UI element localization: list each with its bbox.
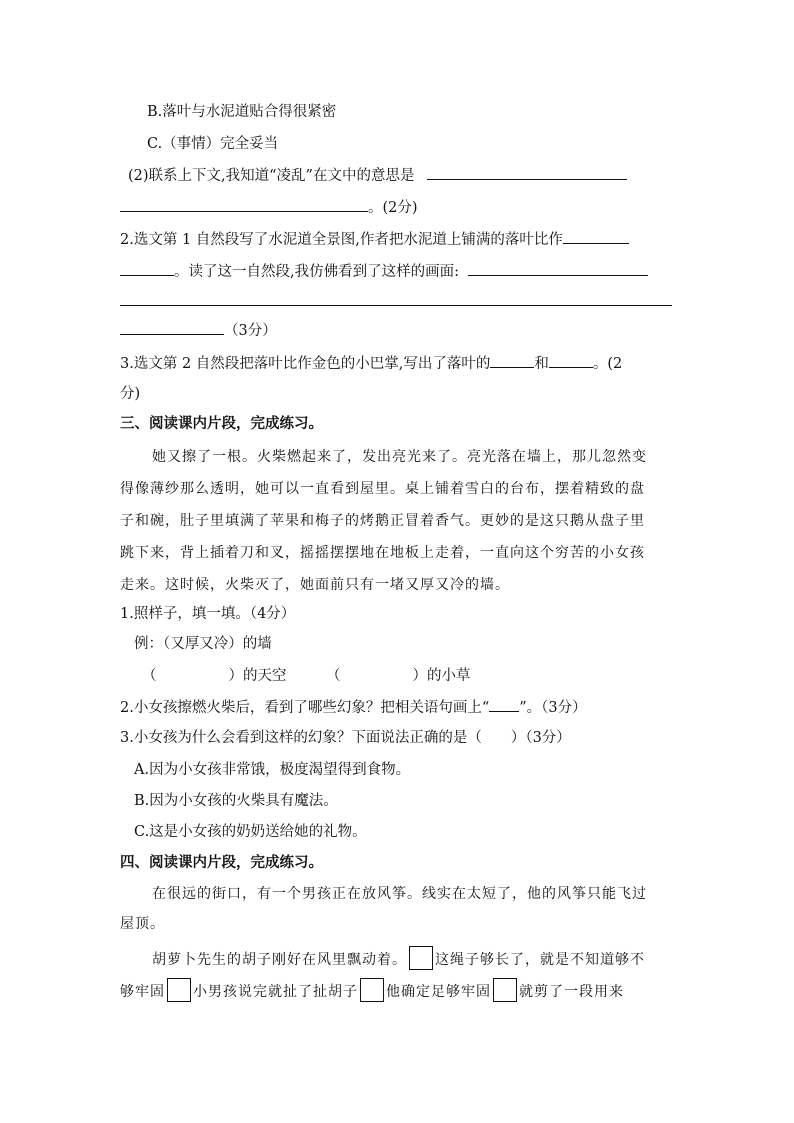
example: 例：（又厚又冷）的墙 [134, 636, 272, 652]
passage-line: 屋顶。 [120, 916, 165, 932]
score-label: 分) [120, 386, 141, 402]
question-3-end: 。(2 [592, 356, 623, 372]
punctuation-box[interactable] [360, 978, 384, 1002]
passage-text: 胡萝卜先生的胡子刚好在风里飘动着。 [152, 952, 407, 968]
question-sub2-line2 [120, 197, 418, 218]
fill-label: ）的天空 [228, 668, 287, 684]
punctuation-box[interactable] [493, 978, 517, 1002]
question-2-s3 [120, 697, 587, 718]
answer-line[interactable] [120, 305, 672, 306]
question-2 [120, 229, 629, 250]
paren-open: （ [142, 668, 157, 684]
passage-text: 小男孩说完就扯了扯胡子 [193, 984, 358, 1000]
punctuation-box[interactable] [167, 978, 191, 1002]
answer-blank[interactable] [120, 320, 224, 335]
answer-blank[interactable] [427, 165, 627, 180]
question-text: 2.小女孩擦燃火柴后，看到了哪些幻象？把相关语句画上“ [120, 700, 490, 716]
question-text: ”。（3分） [519, 700, 587, 716]
passage-line: 子和碗，肚子里填满了苹果和梅子的烤鹅正冒着香气。更妙的是这只鹅从盘子里 [120, 513, 645, 529]
score-label: （3分） [224, 323, 277, 339]
score-label: 。(2分) [368, 200, 418, 216]
answer-blank[interactable] [490, 353, 534, 368]
passage-text: 这绳子够长了，就是不知道够不 [435, 952, 645, 968]
option-c: C.（事情）完全妥当 [147, 136, 279, 152]
passage-line [120, 978, 624, 1002]
passage-line: 她又擦了一根。火柴燃起来了，发出亮光来了。亮光落在墙上，那儿忽然变 [152, 449, 647, 465]
fill-item-grass [326, 666, 471, 686]
punctuation-box[interactable] [409, 946, 433, 970]
passage-line [152, 946, 645, 970]
passage-line: 走来。这时候，火柴灭了，她面前只有一堵又厚又冷的墙。 [120, 577, 510, 593]
passage-text: 他确定足够牢固 [386, 984, 491, 1000]
question-3 [120, 353, 622, 374]
paren-open: （ [326, 668, 341, 684]
option-a: A.因为小女孩非常饿，极度渴望得到食物。 [134, 762, 411, 778]
question-2-line2 [120, 261, 648, 282]
question-2-line4 [120, 320, 277, 341]
answer-blank[interactable] [468, 261, 648, 276]
passage-line: 跳下来，背上插着刀和叉，摇摇摆摆地在地板上走着，一直向这个穷苦的小女孩 [120, 545, 645, 561]
answer-blank[interactable] [549, 353, 593, 368]
fill-item-sky [142, 666, 287, 686]
option-b: B.落叶与水泥道贴合得很紧密 [147, 104, 337, 120]
question-3-text: 3.选文第 2 自然段把落叶比作金色的小巴掌,写出了落叶的 [120, 356, 491, 372]
answer-blank[interactable] [120, 261, 174, 276]
passage-line: 得像薄纱那么透明，她可以一直看到屋里。桌上铺着雪白的台布，摆着精致的盘 [120, 481, 645, 497]
passage-text: 够牢固 [120, 984, 165, 1000]
passage-text: 就剪了一段用来 [519, 984, 624, 1000]
question-2-text: 2.选文第 1 自然段写了水泥道全景图,作者把水泥道上铺满的落叶比作 [120, 232, 563, 248]
fill-label: ）的小草 [412, 668, 471, 684]
question-sub2 [128, 165, 627, 186]
option-b: B.因为小女孩的火柴具有魔法。 [134, 793, 338, 809]
option-c: C.这是小女孩的奶奶送给她的礼物。 [134, 824, 367, 840]
answer-blank[interactable] [489, 697, 519, 712]
passage-line: 在很远的街口，有一个男孩正在放风筝。线实在太短了，他的风筝只能飞过 [152, 886, 647, 902]
section-3-heading: 三、阅读课内片段，完成练习。 [120, 416, 323, 432]
section-4-heading: 四、阅读课内片段，完成练习。 [120, 855, 323, 871]
question-1: 1.照样子，填一填。（4分） [120, 606, 296, 622]
answer-blank[interactable] [563, 229, 629, 244]
question-sub2-text: (2)联系上下文,我知道“凌乱”在文中的意思是 [128, 168, 415, 184]
answer-blank[interactable] [120, 197, 368, 212]
question-2-text2: 。读了这一自然段,我仿佛看到了这样的画面: [174, 264, 459, 280]
question-3-and: 和 [534, 356, 549, 372]
question-3-s3: 3.小女孩为什么会看到这样的幻象？下面说法正确的是（ ）（3分） [120, 730, 571, 746]
